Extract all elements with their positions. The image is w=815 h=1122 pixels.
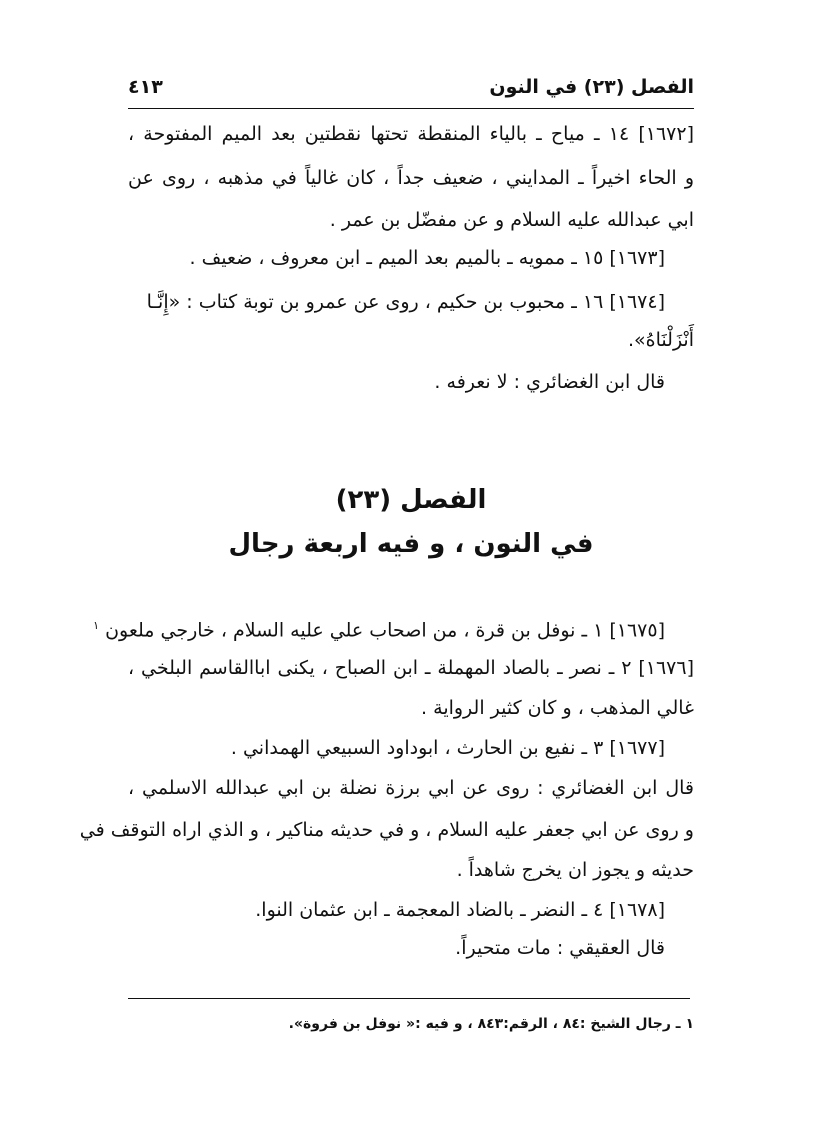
entry-line: حديثه و يجوز ان يخرج شاهداً . — [456, 859, 694, 881]
text-line: ابي عبدالله عليه السلام و عن مفضّل بن عمر . — [329, 209, 694, 231]
footnote-marker: ١ — [93, 619, 100, 632]
text-line: [١٦٧٤] ١٦ ـ محبوب بن حكيم ، روى عن عمرو بن توبة كتاب : «إِنَّـا — [146, 291, 665, 313]
header-rule — [128, 108, 694, 109]
page-header — [128, 72, 694, 104]
entry-line: قال العقيقي : مات متحيراً. — [455, 937, 665, 959]
entry-line — [93, 612, 665, 644]
chapter-title: الفصل (٢٣) — [335, 485, 487, 515]
entry-line: و روى عن ابي جعفر عليه السلام ، و في حديثه مناكير ، و الذي اراه التوقف في — [79, 819, 694, 841]
entry-line: قال ابن الغضائري : روى عن ابي برزة نضلة بن ابي عبدالله الاسلمي ، — [128, 777, 694, 799]
text-line: [١٦٧٢] ١٤ ـ مياح ـ بالياء المنقطة تحتها نقطتين بعد الميم المفتوحة ، — [128, 123, 694, 145]
entry-line: [١٦٧٧] ٣ ـ نفيع بن الحارث ، ابوداود السبيعي الهمداني . — [230, 737, 665, 759]
text-line: أَنْزَلْنَاهُ». — [628, 329, 694, 351]
entry-line: غالي المذهب ، و كان كثير الرواية . — [421, 697, 694, 719]
page-number: ٤١٣ — [128, 76, 163, 98]
chapter-subtitle: في النون ، و فيه اربعة رجال — [228, 529, 594, 559]
footnote: ١ ـ رجال الشيخ :٨٤ ، الرقم:٨٤٣ ، و فيه :« نوفل بن فروة». — [288, 1016, 694, 1032]
footnote-rule — [128, 998, 690, 999]
entry-text: [١٦٧٥] ١ ـ نوفل بن قرة ، من اصحاب علي عليه السلام ، خارجي ملعون — [105, 619, 665, 642]
running-title: الفصل (٢٣) في النون — [489, 76, 694, 98]
text-line: [١٦٧٣] ١٥ ـ ممويه ـ بالميم بعد الميم ـ ابن معروف ، ضعيف . — [189, 247, 665, 269]
text-line: و الحاء اخيراً ـ المدايني ، ضعيف جداً ، كان غالياً في مذهبه ، روى عن — [128, 167, 694, 189]
entry-line: [١٦٧٨] ٤ ـ النضر ـ بالضاد المعجمة ـ ابن عثمان النوا. — [255, 899, 665, 921]
entry-line: [١٦٧٦] ٢ ـ نصر ـ بالصاد المهملة ـ ابن الصباح ، يكنى اباالقاسم البلخي ، — [128, 657, 694, 679]
text-line: قال ابن الغضائري : لا نعرفه . — [434, 371, 665, 393]
